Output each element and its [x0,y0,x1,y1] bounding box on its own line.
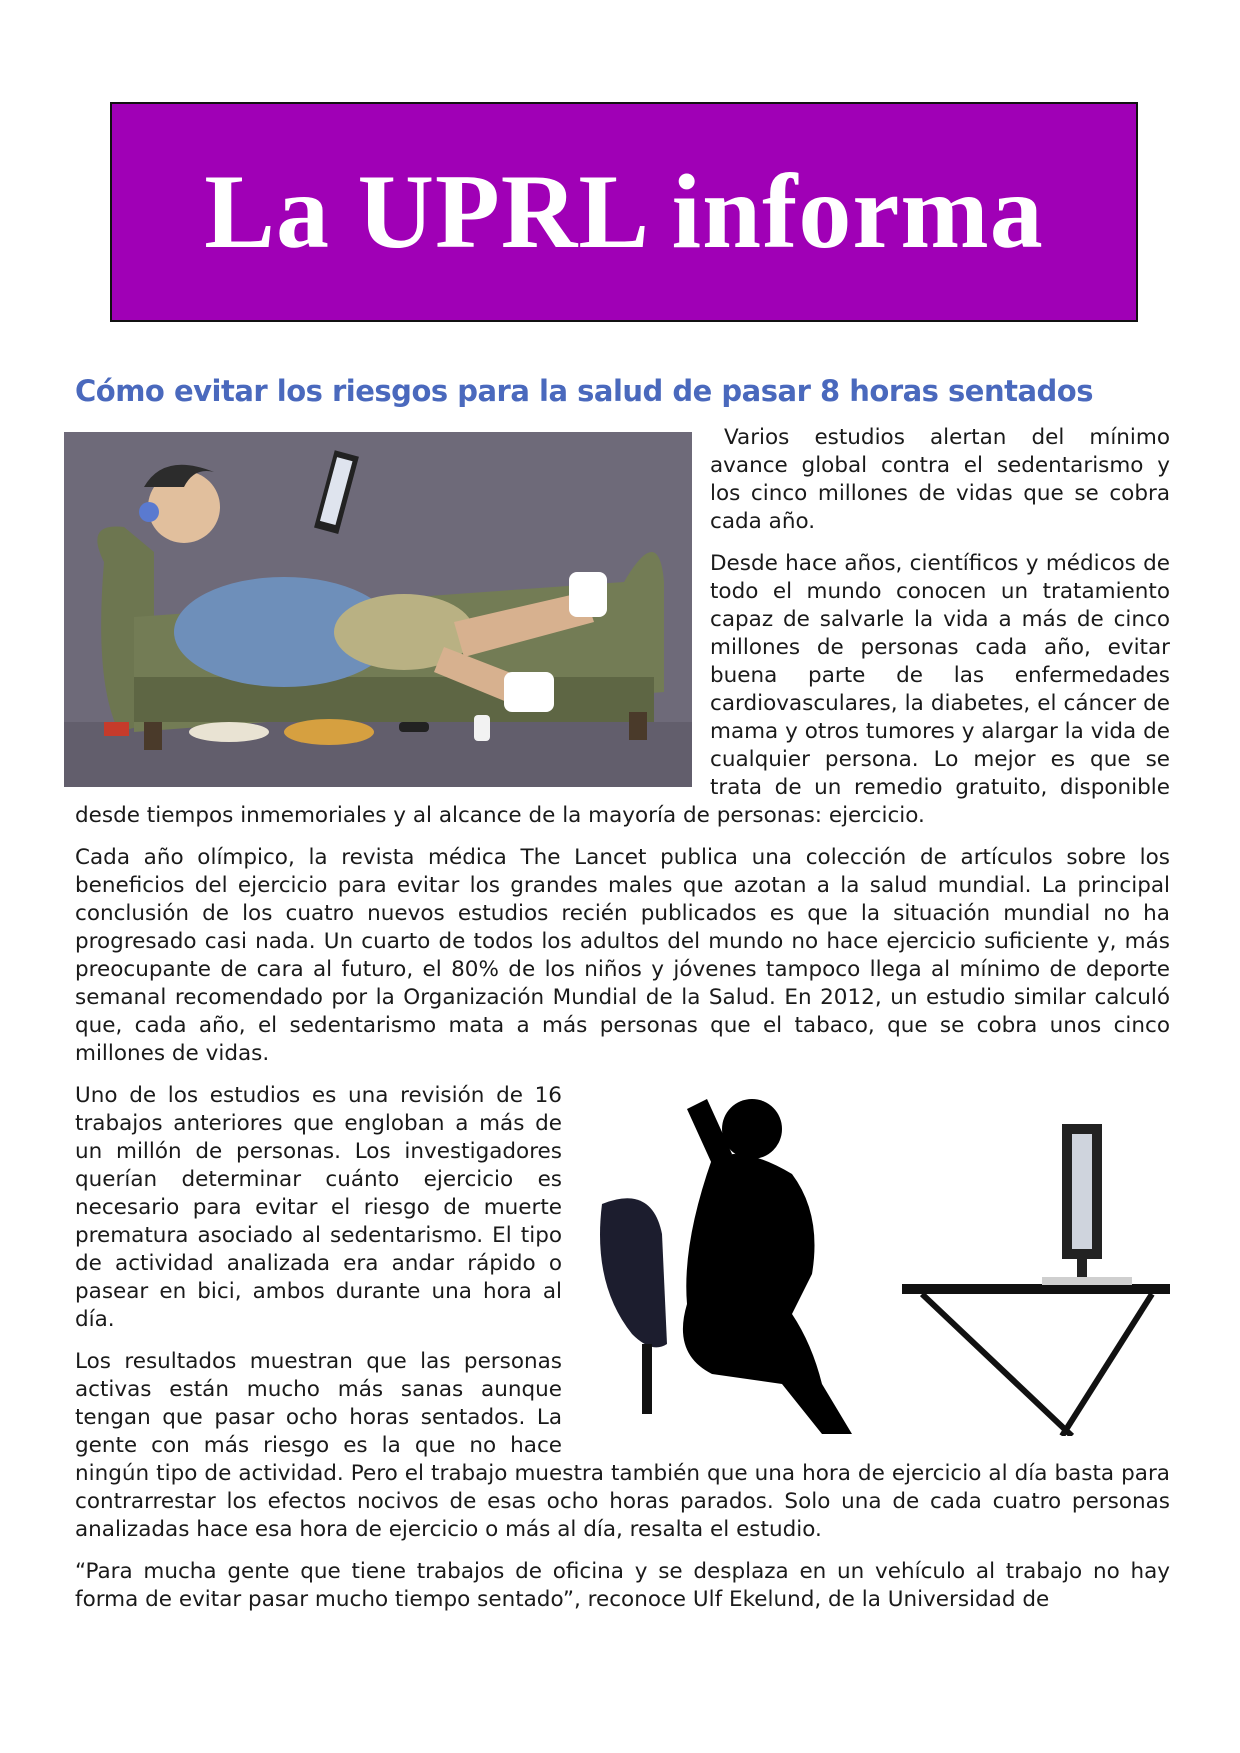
article-title: Cómo evitar los riesgos para la salud de pasar 8 horas sentados [75,374,1093,408]
couch-illustration [64,432,692,787]
paragraph-3: Cada año olímpico, la revista médica The Lancet publica una colección de artículos sobre los beneficios del ejercicio para evitar los grandes males que azotan a la salud mundial. La principal conclusión de los cuatro nuevos estudios recién publicados es que la situación mundial no ha progresado casi nada. Un cuarto de todos los adultos del mundo no hace ejercicio suficiente y, más preocupante de cara al futuro, el 80% de los niños y jóvenes tampoco llega al mínimo de deporte semanal recomendado por la Organización Mundial de la Salud. En 2012, un estudio similar calculó que, cada año, el sedentarismo mata a más personas que el tabaco, que se cobra unos cinco millones de vidas. [75,845,1170,1066]
header-banner [110,102,1138,322]
paragraph-2: Desde hace años, científicos y médicos de todo el mundo conocen un tratamiento capaz de salvarle la vida a más de cinco millones de personas cada año, evitar buena parte de las enfermedades cardiovasculares, la diabetes, el cáncer de mama y otros tumores y alargar la vida de cualquier persona. Lo mejor es que se trata de un remedio gratuito, disponible desde tiempos inmemoriales y al alcance de la mayoría de personas: ejercicio. [75,551,1170,828]
banner-title: La UPRL informa [204,153,1044,270]
office-silhouette-photo [592,1084,1170,1436]
paragraph-5: Los resultados muestran que las personas activas están mucho más sanas aunque tengan que pasar ocho horas sentados. La gente con más riesgo es la que no hace ningún tipo de actividad. Pero el trabajo muestra también que una hora de ejercicio al día basta para contrarrestar los efectos nocivos de esas ocho horas parados. Solo una de cada cuatro personas analizadas hace esa hora de ejercicio o más al día, resalta el estudio. [75,1349,1170,1542]
paragraph-4: Uno de los estudios es una revisión de 16 trabajos anteriores que engloban a más de un millón de personas. Los investigadores querían determinar cuánto ejercicio es necesario para evitar el riesgo de muerte prematura asociado al sedentarismo. El tipo de actividad analizada era andar rápido o pasear en bici, ambos durante una hora al día. [75,1083,562,1332]
paragraph-6: “Para mucha gente que tiene trabajos de oficina y se desplaza en un vehículo al trabajo no hay forma de evitar pasar mucho tiempo sentado”, reconoce Ulf Ekelund, de la Universidad de [75,1559,1170,1612]
article [75,374,1170,1628]
paragraph-1: Varios estudios alertan del mínimo avance global contra el sedentarismo y los cinco millones de vidas que se cobra cada año. [710,425,1170,534]
